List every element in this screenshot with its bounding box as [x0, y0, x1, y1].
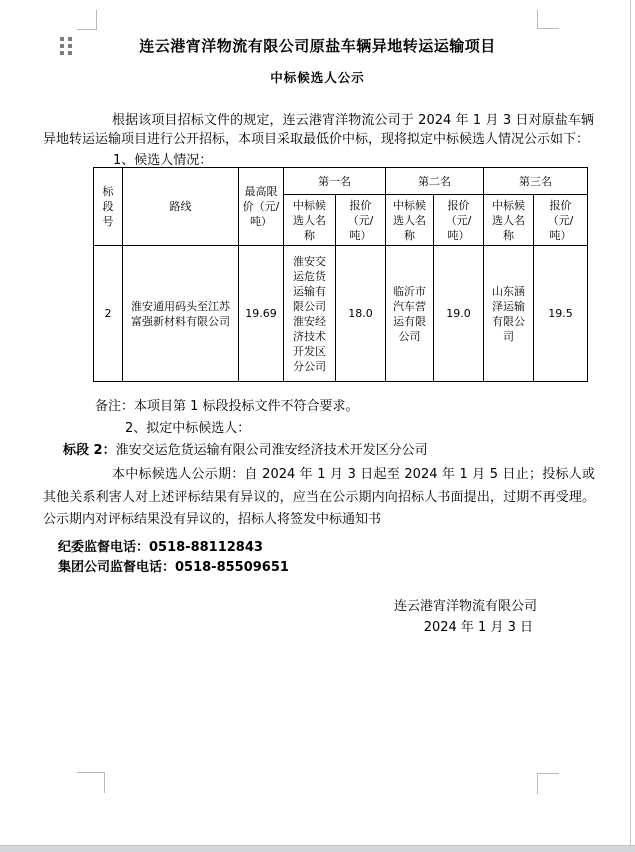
signature-company: 连云港宵洋物流有限公司 [393, 599, 537, 614]
lot2-label: 标段 2： [63, 443, 116, 458]
header-bid-price-2: 报价（元/吨） [434, 195, 484, 246]
crop-mark-top-right [537, 10, 559, 29]
cell-rank2-candidate: 临沂市汽车营运有限公司 [386, 246, 434, 382]
cell-rank2-price: 19.0 [434, 246, 484, 382]
cell-rank3-candidate: 山东涵泽运输有限公司 [484, 246, 534, 382]
discipline-phone-line: 纪委监督电话：0518-88112843 [58, 540, 263, 555]
cell-max-price: 19.69 [239, 246, 284, 382]
table-row [94, 246, 588, 382]
header-route: 路线 [123, 168, 239, 246]
header-max-price: 最高限价（元/吨） [239, 168, 284, 246]
intro-paragraph: 根据该项目招标文件的规定，连云港宵洋物流公司于 2024 年 1 月 3 日对原盐车辆异地转运运输项目进行公开招标，本项目采取最低价中标，现将拟定中标候选人情况公示如下： [43, 113, 594, 147]
header-rank-1: 第一名 [284, 168, 386, 195]
notice-paragraph: 本中标候选人公示期：自 2024 年 1 月 3 日起至 2024 年 1 月 5 日止；投标人或其他关系利害人对上述评标结果有异议的，应当在公示期内向招标人书面提出，过期不再受理。公示期内对评标结果没有异议的，招标人将签发中标通知书 [43, 467, 595, 527]
header-candidate-name-3: 中标候选人名称 [484, 195, 534, 246]
cell-rank1-candidate: 淮安交运危货运输有限公司淮安经济技术开发区分公司 [284, 246, 336, 382]
winning-candidate-line [63, 441, 428, 460]
crop-mark-bottom-right [537, 773, 559, 794]
header-bid-price-1: 报价（元/吨） [336, 195, 386, 246]
crop-mark-bottom-left [77, 772, 105, 793]
page-bottom-edge [0, 845, 635, 852]
signature-date: 2024 年 1 月 3 日 [423, 620, 533, 635]
section-2-heading: 2、拟定中标候选人： [125, 421, 251, 436]
header-candidate-name-2: 中标候选人名称 [386, 195, 434, 246]
cell-route: 淮安通用码头至江苏富强新材料有限公司 [123, 246, 239, 382]
cell-rank1-price: 18.0 [336, 246, 386, 382]
crop-mark-top-left [77, 10, 97, 30]
remark-note: 备注：本项目第 1 标段投标文件不符合要求。 [95, 399, 359, 414]
candidates-table [93, 167, 588, 382]
header-section-no: 标段号 [94, 168, 123, 246]
lot2-company: 淮安交运危货运输有限公司淮安经济技术开发区分公司 [115, 443, 428, 458]
cell-rank3-price: 19.5 [534, 246, 588, 382]
header-bid-price-3: 报价（元/吨） [534, 195, 588, 246]
header-candidate-name-1: 中标候选人名称 [284, 195, 336, 246]
header-rank-2: 第二名 [386, 168, 484, 195]
page-right-edge [630, 0, 631, 845]
document-title: 连云港宵洋物流有限公司原盐车辆异地转运运输项目 [139, 37, 496, 55]
section-1-heading: 1、候选人情况： [113, 153, 213, 168]
group-phone-line: 集团公司监督电话：0518-85509651 [58, 560, 289, 575]
cell-section-no: 2 [94, 246, 123, 382]
header-rank-3: 第三名 [484, 168, 588, 195]
document-subtitle: 中标候选人公示 [270, 70, 365, 85]
